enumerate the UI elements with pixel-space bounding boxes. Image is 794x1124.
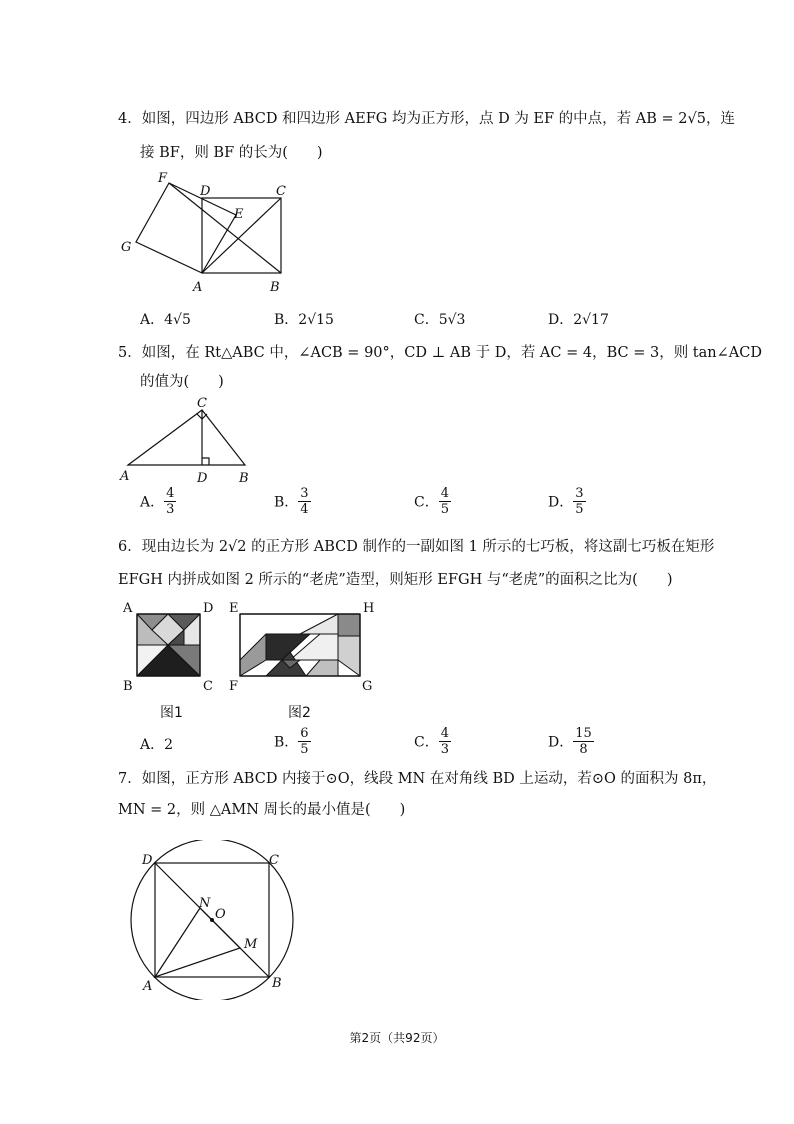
- q5-text-line2: 的值为( ): [140, 374, 224, 390]
- fig2-label-e: E: [229, 601, 239, 616]
- q7-label-d: D: [142, 853, 153, 868]
- fig1-label-a: A: [123, 601, 133, 616]
- q5-option-d: D． $\frac{3}{5}$: [548, 486, 584, 517]
- q4-label-b: B: [270, 280, 280, 295]
- fig2-label-h: H: [363, 601, 375, 616]
- q4-label-f: F: [158, 171, 168, 186]
- q6-figure-1-caption: 图1: [160, 705, 183, 721]
- triangle-amn: [155, 908, 240, 977]
- q5-label-d: D: [197, 471, 208, 485]
- q4-label-c: C: [276, 184, 286, 199]
- q4-option-d: D．2√17: [548, 312, 609, 328]
- q7-label-c: C: [269, 853, 279, 868]
- q6-option-d: D． $\frac{15}{8}$: [548, 726, 592, 757]
- triangle-abc: [128, 410, 245, 465]
- q4-label-d: D: [200, 184, 211, 199]
- q7-text-line2: MN = 2，则 △AMN 周长的最小值是( ): [118, 802, 406, 818]
- q7-label-m: M: [244, 937, 258, 952]
- q4-option-a: A．4√5: [140, 312, 191, 328]
- fig1-label-b: B: [123, 679, 133, 694]
- q6-option-b: B． $\frac{6}{5}$: [274, 726, 309, 757]
- fig1-label-d: D: [203, 601, 214, 616]
- fig2-label-f: F: [229, 679, 239, 694]
- q6-tiger-figure-2: [226, 596, 376, 696]
- q4-option-c: C．5√3: [414, 312, 466, 328]
- q7-label-n: N: [199, 896, 211, 911]
- q5-figure: [115, 395, 260, 485]
- q6-text-line1: 6．现由边长为 2√2 的正方形 ABCD 制作的一副如图 1 所示的七巧板，将这副七巧板在矩形: [118, 539, 715, 555]
- q6-option-c: C． $\frac{4}{3}$: [414, 726, 449, 757]
- q7-label-a: A: [143, 979, 153, 994]
- fig1-label-c: C: [203, 679, 213, 694]
- center-o-point: [210, 918, 214, 922]
- q4-figure: [110, 165, 310, 300]
- q5-label-c: C: [197, 396, 207, 411]
- q4-text-line1: 4．如图，四边形 ABCD 和四边形 AEFG 均为正方形，点 D 为 EF 的中点，若 AB = 2√5，连: [118, 111, 735, 127]
- fig2-label-g: G: [362, 679, 373, 694]
- q4-label-a: A: [193, 280, 203, 295]
- q7-text-line1: 7．如图，正方形 ABCD 内接于⊙O，线段 MN 在对角线 BD 上运动，若⊙O 的面积为 8π，: [118, 771, 717, 787]
- q6-figure-2-caption: 图2: [288, 705, 311, 721]
- q4-label-g: G: [121, 240, 132, 255]
- q5-label-b: B: [239, 471, 249, 485]
- q6-option-a: A．2: [140, 737, 174, 753]
- q5-option-b: B． $\frac{3}{4}$: [274, 486, 309, 517]
- q6-text-line2: EFGH 内拼成如图 2 所示的“老虎”造型，则矩形 EFGH 与“老虎”的面积之比为( ): [118, 572, 673, 588]
- q4-label-e: E: [234, 207, 244, 222]
- q4-option-b: B．2√15: [274, 312, 334, 328]
- page-footer: 第2页（共92页）: [349, 1031, 445, 1045]
- q5-label-a: A: [120, 469, 130, 484]
- q7-label-o: O: [215, 907, 226, 922]
- q4-text-line2: 接 BF，则 BF 的长为( ): [140, 145, 323, 161]
- right-angle-d: [202, 458, 209, 465]
- q6-tangram-figure-1: [118, 596, 223, 696]
- q5-text-line1: 5．如图，在 Rt△ABC 中，∠ACB = 90°，CD ⊥ AB 于 D，若 AC = 4，BC = 3，则 tan∠ACD: [118, 345, 762, 361]
- q7-label-b: B: [272, 976, 282, 991]
- q5-option-a: A． $\frac{4}{3}$: [140, 486, 175, 517]
- q5-option-c: C． $\frac{4}{5}$: [414, 486, 449, 517]
- segment-bf: [169, 183, 281, 273]
- q7-figure: [125, 840, 300, 1000]
- tiger-head: [338, 614, 360, 636]
